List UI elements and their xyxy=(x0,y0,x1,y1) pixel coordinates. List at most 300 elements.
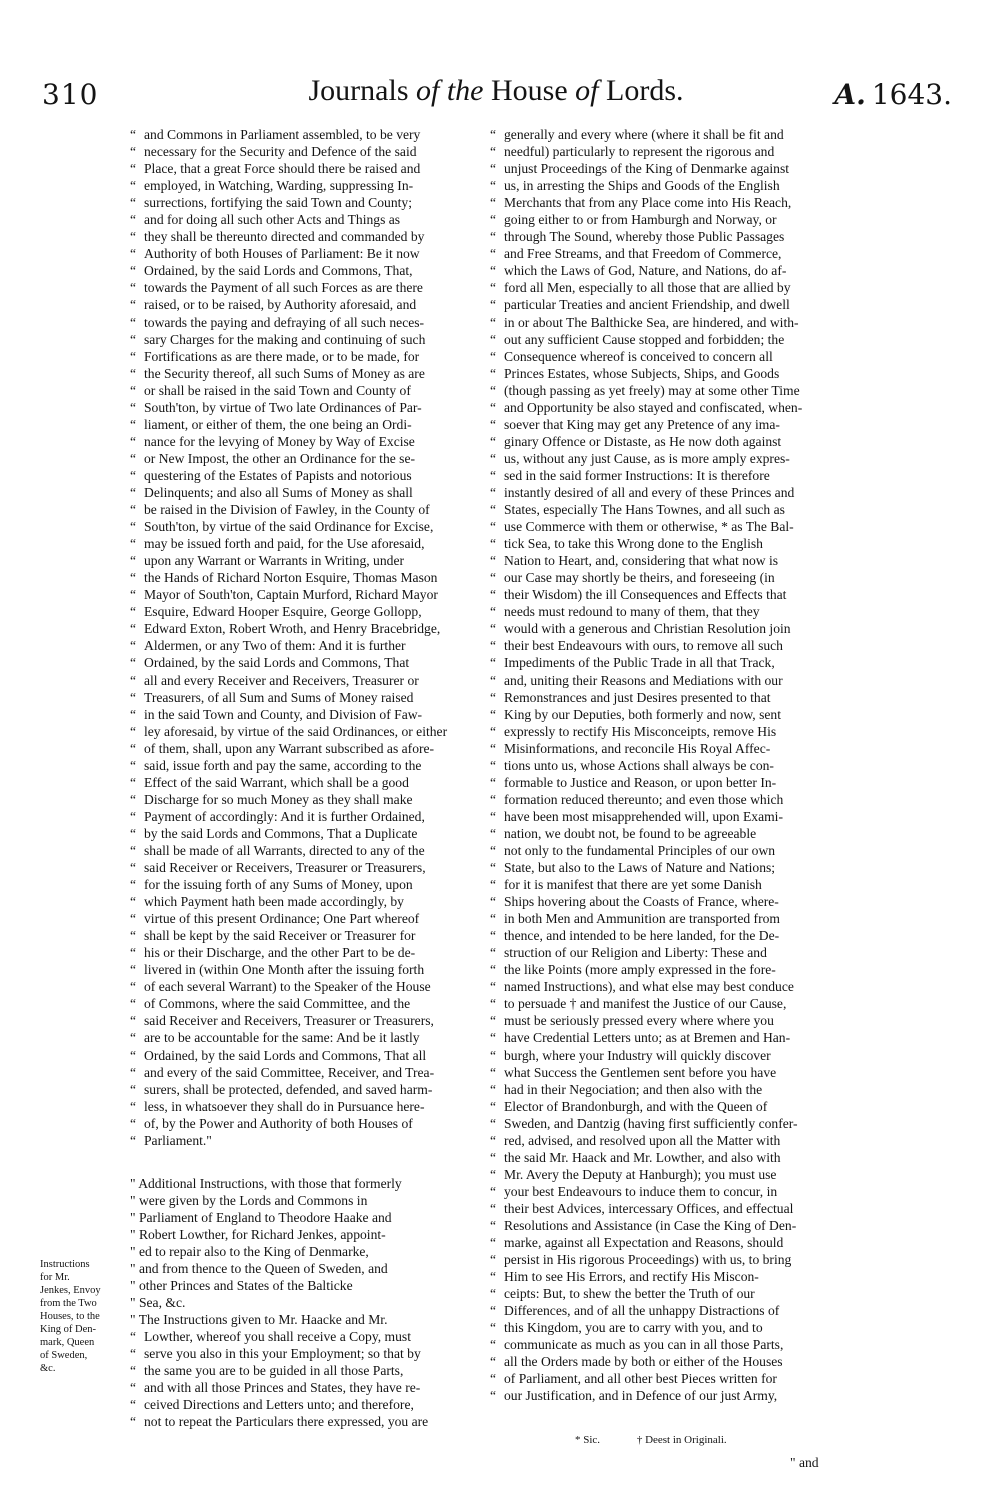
quote-marker: “ xyxy=(490,1235,497,1251)
margin-note-line: Jenkes, Envoy xyxy=(40,1285,101,1296)
quote-marker: “ xyxy=(130,280,137,296)
quote-marker: “ xyxy=(130,144,137,160)
text-line xyxy=(490,1166,856,1183)
text-line xyxy=(130,927,475,944)
year-marker: A. 1643. xyxy=(834,78,952,111)
text-line xyxy=(130,450,475,467)
text-line-content: Edward Exton, Robert Wroth, and Henry Bracebridge, xyxy=(144,621,441,637)
text-line-content: shall be made of all Warrants, directed to any of the xyxy=(144,842,425,858)
quote-marker: “ xyxy=(130,1132,137,1148)
text-line-content: States, especially The Hans Townes, and all such as xyxy=(504,502,785,518)
text-line xyxy=(130,893,475,910)
text-line xyxy=(490,314,856,331)
text-line-content: " Parliament of England to Theodore Haake and xyxy=(130,1209,392,1225)
text-line xyxy=(490,1047,856,1064)
text-line xyxy=(490,296,856,313)
text-line-content: employed, in Watching, Warding, suppressing In- xyxy=(144,178,414,194)
text-line xyxy=(130,1175,475,1192)
text-line xyxy=(490,876,856,893)
quote-marker: “ xyxy=(490,1081,497,1097)
text-line-content: Esquire, Edward Hooper Esquire, George Gollopp, xyxy=(144,604,422,620)
quote-marker: “ xyxy=(490,1013,497,1029)
quote-marker: “ xyxy=(490,1064,497,1080)
text-line-content: needs must redound to many of them, that they xyxy=(504,604,760,620)
text-line-content: South'ton, by virtue of Two late Ordinances of Par- xyxy=(144,399,422,415)
text-line-content: us, in arresting the Ships and Goods of the English xyxy=(504,178,780,194)
quote-marker: “ xyxy=(490,928,497,944)
text-line xyxy=(490,961,856,978)
text-line xyxy=(490,1149,856,1166)
text-line-content: had in their Negociation; and then also with the xyxy=(504,1081,763,1097)
text-line xyxy=(130,603,475,620)
text-line xyxy=(490,706,856,723)
text-line-content: Treasurers, of all Sum and Sums of Money raised xyxy=(144,689,414,705)
quote-marker: “ xyxy=(130,928,137,944)
text-line xyxy=(130,961,475,978)
text-line xyxy=(130,296,475,313)
text-line-content: necessary for the Security and Defence of the said xyxy=(144,144,417,160)
quote-marker: “ xyxy=(490,1166,497,1182)
instructions-continued xyxy=(490,126,856,1405)
text-line xyxy=(490,740,856,757)
text-line xyxy=(130,1192,475,1209)
quote-marker: “ xyxy=(130,536,137,552)
text-line xyxy=(130,1311,475,1328)
text-line-content: red, advised, and resolved upon all the Matter with xyxy=(504,1132,781,1148)
text-line-content: " were given by the Lords and Commons in xyxy=(130,1192,368,1208)
quote-marker: “ xyxy=(490,161,497,177)
text-line xyxy=(490,637,856,654)
margin-note-line: from the Two xyxy=(40,1298,97,1309)
text-line-content: Remonstrances and just Desires presented to that xyxy=(504,689,771,705)
text-line-content: King by our Deputies, both formerly and now, sent xyxy=(504,706,781,722)
text-line xyxy=(490,757,856,774)
text-line xyxy=(490,1132,856,1149)
text-line-content: thence, and intended to be here landed, for the De- xyxy=(504,928,780,944)
text-line-content: instantly desired of all and every of these Princes and xyxy=(504,484,795,500)
text-line-content: Consequence whereof is conceived to concern all xyxy=(504,348,773,364)
quote-marker: “ xyxy=(490,570,497,586)
quote-marker: “ xyxy=(490,365,497,381)
text-line-content: needful) particularly to represent the rigorous and xyxy=(504,144,775,160)
text-line-content: Nation to Heart, and, considering that what now is xyxy=(504,553,779,569)
text-line xyxy=(130,1379,475,1396)
text-line xyxy=(490,1285,856,1302)
text-line-content: unjust Proceedings of the King of Denmarke against xyxy=(504,161,790,177)
margin-note-line: Houses, to the xyxy=(40,1311,100,1322)
quote-marker: “ xyxy=(490,484,497,500)
quote-marker: “ xyxy=(130,502,137,518)
text-line xyxy=(130,1413,475,1430)
quote-marker: “ xyxy=(490,655,497,671)
text-line-content: livered in (within One Month after the issuing forth xyxy=(144,962,425,978)
quote-marker: “ xyxy=(490,348,497,364)
quote-marker: “ xyxy=(490,382,497,398)
text-line xyxy=(130,995,475,1012)
text-line xyxy=(130,501,475,518)
quote-marker: “ xyxy=(490,689,497,705)
text-line-content: said, issue forth and pay the same, according to the xyxy=(144,757,422,773)
text-line-content: ginary Offence or Distaste, as He now doth against xyxy=(504,433,782,449)
text-line xyxy=(130,552,475,569)
text-line-content: use Commerce with them or otherwise, * as The Bal- xyxy=(504,519,794,535)
quote-marker: “ xyxy=(490,1030,497,1046)
text-line xyxy=(130,382,475,399)
footnotes xyxy=(575,1434,761,1446)
text-line xyxy=(130,1277,475,1294)
text-line-content: and Commons in Parliament assembled, to be very xyxy=(144,127,421,142)
quote-marker: “ xyxy=(130,672,137,688)
quote-marker: “ xyxy=(130,1081,137,1097)
quote-marker: “ xyxy=(130,877,137,893)
text-line-content: questering of the Estates of Papists and notorious xyxy=(144,467,412,483)
text-line-content: formable to Justice and Reason, or upon better In- xyxy=(504,774,777,790)
quote-marker: “ xyxy=(130,638,137,654)
text-line-content: tick Sea, to take this Wrong done to the English xyxy=(504,536,763,552)
quote-marker: “ xyxy=(130,1346,137,1362)
text-line-content: of them, shall, upon any Warrant subscribed as afore- xyxy=(144,740,435,756)
text-line xyxy=(130,1132,475,1149)
text-line-content: " Additional Instructions, with those that formerly xyxy=(130,1175,402,1191)
text-line xyxy=(490,1319,856,1336)
text-line-content: persist in His rigorous Proceedings) with us, to bring xyxy=(504,1252,792,1268)
ordinance-text xyxy=(130,126,475,1149)
quote-marker: “ xyxy=(490,740,497,756)
text-line-content: and for doing all such other Acts and Things as xyxy=(144,212,401,228)
text-line xyxy=(130,1243,475,1260)
text-line xyxy=(130,314,475,331)
text-line-content: would with a generous and Christian Resolution join xyxy=(504,621,791,637)
text-line-content: ford all Men, especially to all those that are allied by xyxy=(504,280,791,296)
quote-marker: “ xyxy=(490,757,497,773)
text-line xyxy=(490,1302,856,1319)
quote-marker: “ xyxy=(130,570,137,586)
text-line-content: for the issuing forth of any Sums of Money, upon xyxy=(144,877,413,893)
text-line xyxy=(490,279,856,296)
quote-marker: “ xyxy=(130,587,137,603)
quote-marker: “ xyxy=(130,894,137,910)
text-line-content: marke, against all Expectation and Reasons, should xyxy=(504,1235,784,1251)
text-line xyxy=(130,228,475,245)
text-line-content: " Robert Lowther, for Richard Jenkes, appoint- xyxy=(130,1226,386,1242)
text-line-content: and, uniting their Reasons and Mediations with our xyxy=(504,672,783,688)
quote-marker: “ xyxy=(490,212,497,228)
text-line-content: all and every Receiver and Receivers, Treasurer or xyxy=(144,672,419,688)
text-line xyxy=(130,143,475,160)
text-line-content: our Justification, and in Defence of our just Army, xyxy=(504,1388,778,1404)
left-column xyxy=(130,126,475,1431)
text-line-content: Princes Estates, whose Subjects, Ships, and Goods xyxy=(504,365,780,381)
text-line xyxy=(130,484,475,501)
text-line-content: South'ton, by virtue of the said Ordinance for Excise, xyxy=(144,519,434,535)
quote-marker: “ xyxy=(490,723,497,739)
text-line xyxy=(490,825,856,842)
text-line-content: sed in the said former Instructions: It is therefore xyxy=(504,467,770,483)
text-line xyxy=(130,672,475,689)
text-line xyxy=(490,569,856,586)
text-line-content: said Receiver and Receivers, Treasurer or Treasurers, xyxy=(144,1013,434,1029)
text-line-content: formation reduced thereunto; and even those which xyxy=(504,791,784,807)
quote-marker: “ xyxy=(490,842,497,858)
quote-marker: “ xyxy=(130,996,137,1012)
text-line xyxy=(490,1064,856,1081)
text-line-content: the like Points (more amply expressed in the fore- xyxy=(504,962,776,978)
text-line-content: not only to the fundamental Principles of our own xyxy=(504,842,776,858)
text-line-content: Fortifications as are there made, or to be made, for xyxy=(144,348,420,364)
text-line-content: they shall be thereunto directed and commanded by xyxy=(144,229,425,245)
quote-marker: “ xyxy=(130,331,137,347)
text-line-content: all the Orders made by both or either of the Houses xyxy=(504,1354,783,1370)
quote-marker: “ xyxy=(490,672,497,688)
text-line-content: of Parliament, and all other best Pieces written for xyxy=(504,1371,777,1387)
text-line-content: of each several Warrant) to the Speaker of the House xyxy=(144,979,431,995)
quote-marker: “ xyxy=(490,280,497,296)
quote-marker: “ xyxy=(490,502,497,518)
text-line xyxy=(130,535,475,552)
text-line xyxy=(490,1268,856,1285)
footnote-sic: * Sic. xyxy=(575,1434,601,1446)
text-line-content: struction of our Religion and Liberty: These and xyxy=(504,945,767,961)
quote-marker: “ xyxy=(130,860,137,876)
quote-marker: “ xyxy=(130,1329,137,1345)
text-line xyxy=(130,706,475,723)
text-line xyxy=(130,842,475,859)
quote-marker: “ xyxy=(490,229,497,245)
text-line xyxy=(130,757,475,774)
text-line-content: what Success the Gentlemen sent before you have xyxy=(504,1064,777,1080)
quote-marker: “ xyxy=(490,894,497,910)
text-line xyxy=(130,1012,475,1029)
text-line-content: and every of the said Committee, Receiver, and Trea- xyxy=(144,1064,435,1080)
quote-marker: “ xyxy=(490,1371,497,1387)
quote-marker: “ xyxy=(490,1269,497,1285)
quote-marker: “ xyxy=(130,655,137,671)
text-line-content: Lowther, whereof you shall receive a Copy, must xyxy=(144,1329,411,1345)
quote-marker: “ xyxy=(490,553,497,569)
text-line xyxy=(490,1115,856,1132)
text-line xyxy=(490,211,856,228)
quote-marker: “ xyxy=(130,348,137,364)
text-line xyxy=(490,586,856,603)
text-line-content: towards the Payment of all such Forces as are there xyxy=(144,280,423,296)
text-line xyxy=(130,331,475,348)
text-line xyxy=(490,1183,856,1200)
text-line-content: upon any Warrant or Warrants in Writing, under xyxy=(144,553,405,569)
text-line xyxy=(130,1081,475,1098)
quote-marker: “ xyxy=(130,314,137,330)
text-line xyxy=(130,689,475,706)
text-line xyxy=(490,859,856,876)
text-line xyxy=(130,245,475,262)
text-line-content: Aldermen, or any Two of them: And it is further xyxy=(144,638,406,654)
text-line-content: " other Princes and States of the Balticke xyxy=(130,1278,353,1294)
text-line-content: " and from thence to the Queen of Sweden, and xyxy=(130,1261,388,1277)
text-line xyxy=(130,211,475,228)
text-line-content: may be issued forth and paid, for the Use aforesaid, xyxy=(144,536,425,552)
quote-marker: “ xyxy=(130,1397,137,1413)
text-line-content: ceived Directions and Letters unto; and therefore, xyxy=(144,1397,414,1413)
text-line xyxy=(490,160,856,177)
text-line xyxy=(130,399,475,416)
text-line xyxy=(490,620,856,637)
quote-marker: “ xyxy=(130,399,137,415)
text-line xyxy=(130,1115,475,1132)
text-line xyxy=(490,399,856,416)
text-line xyxy=(130,825,475,842)
quote-marker: “ xyxy=(130,484,137,500)
instructions-heading xyxy=(130,1175,475,1311)
quote-marker: “ xyxy=(490,808,497,824)
text-line xyxy=(490,228,856,245)
text-line xyxy=(490,689,856,706)
quote-marker: “ xyxy=(490,1286,497,1302)
quote-marker: “ xyxy=(490,263,497,279)
text-line xyxy=(490,467,856,484)
quote-marker: “ xyxy=(490,774,497,790)
text-line xyxy=(130,518,475,535)
text-line xyxy=(130,740,475,757)
text-line xyxy=(130,620,475,637)
text-line xyxy=(490,1251,856,1268)
text-line xyxy=(490,348,856,365)
text-line-content: communicate as much as you can in all those Parts, xyxy=(504,1337,784,1353)
quote-marker: “ xyxy=(490,860,497,876)
quote-marker: “ xyxy=(130,450,137,466)
text-line xyxy=(490,262,856,279)
text-line xyxy=(130,160,475,177)
quote-marker: “ xyxy=(130,1098,137,1114)
text-line-content: Misinformations, and reconcile His Royal Affec- xyxy=(504,740,771,756)
text-line xyxy=(490,245,856,262)
text-line-content: Ships hovering about the Coasts of France, where- xyxy=(504,894,779,910)
text-line xyxy=(490,1353,856,1370)
section-gap xyxy=(130,1149,475,1175)
text-line-content: in or about The Balthicke Sea, are hindered, and with- xyxy=(504,314,799,330)
quote-marker: “ xyxy=(130,467,137,483)
text-line xyxy=(490,1370,856,1387)
quote-marker: “ xyxy=(130,382,137,398)
quote-marker: “ xyxy=(130,263,137,279)
page-number: 310 xyxy=(42,78,99,111)
text-line-content: us, without any just Cause, as is more amply expres- xyxy=(504,450,790,466)
quote-marker: “ xyxy=(130,195,137,211)
text-line-content: our Case may shortly be theirs, and foreseeing (in xyxy=(504,570,775,586)
quote-marker: “ xyxy=(130,127,137,142)
text-line-content: State, but also to the Laws of Nature and Nations; xyxy=(504,860,776,876)
quote-marker: “ xyxy=(130,1380,137,1396)
text-line xyxy=(130,1209,475,1226)
text-line-content: and Opportunity be also stayed and confiscated, when- xyxy=(504,399,803,415)
text-line-content: Differences, and of all the unhappy Distractions of xyxy=(504,1303,780,1319)
text-line-content: the Security thereof, all such Sums of Money as are xyxy=(144,365,425,381)
quote-marker: “ xyxy=(130,706,137,722)
text-line xyxy=(490,791,856,808)
text-line-content: surers, shall be protected, defended, and saved harm- xyxy=(144,1081,433,1097)
text-line xyxy=(490,518,856,535)
instructions-text xyxy=(130,1311,475,1430)
text-line xyxy=(490,1200,856,1217)
text-line xyxy=(490,194,856,211)
quote-marker: “ xyxy=(490,1115,497,1131)
text-line-content: particular Treaties and ancient Friendship, and dwell xyxy=(504,297,790,313)
quote-marker: “ xyxy=(490,621,497,637)
text-line-content: Discharge for so much Money as they shall make xyxy=(144,791,413,807)
text-line-content: their best Advices, intercessary Offices, and effectual xyxy=(504,1200,794,1216)
quote-marker: “ xyxy=(490,399,497,415)
text-line xyxy=(130,1396,475,1413)
text-line-content: in the said Town and County, and Division of Faw- xyxy=(144,706,423,722)
text-line-content: be raised in the Division of Fawley, in the County of xyxy=(144,502,430,518)
quote-marker: “ xyxy=(130,621,137,637)
quote-marker: “ xyxy=(130,1030,137,1046)
running-title: Journals of the House of Lords. xyxy=(308,74,684,107)
margin-note-line: for Mr. xyxy=(40,1272,70,1283)
text-line xyxy=(490,416,856,433)
text-line-content: named Instructions), and what else may best conduce xyxy=(504,979,794,995)
text-line xyxy=(490,672,856,689)
text-line xyxy=(490,177,856,194)
text-line xyxy=(490,944,856,961)
quote-marker: “ xyxy=(130,757,137,773)
text-line-content: through The Sound, whereby those Public Passages xyxy=(504,229,785,245)
text-line-content: sary Charges for the making and continuing of such xyxy=(144,331,426,347)
text-line xyxy=(490,1029,856,1046)
text-line-content: of, by the Power and Authority of both Houses of xyxy=(144,1115,413,1131)
text-line-content: soever that King may get any Pretence of any ima- xyxy=(504,416,780,432)
text-line xyxy=(130,1098,475,1115)
text-line xyxy=(130,194,475,211)
quote-marker: “ xyxy=(490,1218,497,1233)
text-line xyxy=(130,126,475,143)
text-line xyxy=(130,910,475,927)
quote-marker: “ xyxy=(490,1303,497,1319)
quote-marker: “ xyxy=(130,825,137,841)
text-line-content: or shall be raised in the said Town and County of xyxy=(144,382,411,398)
text-line xyxy=(130,1362,475,1379)
catchword: " and xyxy=(790,1455,819,1470)
text-line xyxy=(130,348,475,365)
quote-marker: “ xyxy=(130,945,137,961)
text-line-content: Elector of Brandonburgh, and with the Queen of xyxy=(504,1098,768,1114)
text-line-content: in both Men and Ammunition are transported from xyxy=(504,911,780,927)
quote-marker: “ xyxy=(490,1047,497,1063)
text-line xyxy=(490,382,856,399)
text-line xyxy=(490,893,856,910)
text-line-content: burgh, where your Industry will quickly discover xyxy=(504,1047,771,1063)
text-line xyxy=(130,791,475,808)
text-line xyxy=(490,365,856,382)
text-line xyxy=(130,1328,475,1345)
text-line xyxy=(490,723,856,740)
quote-marker: “ xyxy=(490,331,497,347)
footnote-deest: † Deest in Originali. xyxy=(636,1434,727,1446)
text-line xyxy=(130,859,475,876)
text-line xyxy=(490,331,856,348)
text-line xyxy=(490,1217,856,1234)
text-line-content: less, in whatsoever they shall do in Pursuance here- xyxy=(144,1098,425,1114)
quote-marker: “ xyxy=(490,604,497,620)
text-line xyxy=(130,365,475,382)
quote-marker: “ xyxy=(490,996,497,1012)
text-line-content: the Hands of Richard Norton Esquire, Thomas Mason xyxy=(144,570,438,586)
quote-marker: “ xyxy=(490,911,497,927)
quote-marker: “ xyxy=(490,979,497,995)
text-line-content: Ordained, by the said Lords and Commons, That all xyxy=(144,1047,427,1063)
text-line-content: Mayor of South'ton, Captain Murford, Richard Mayor xyxy=(144,587,438,603)
quote-marker: “ xyxy=(490,587,497,603)
text-line-content: (though passing as yet freely) may at some other Time xyxy=(504,382,800,398)
text-line-content: the said Mr. Haack and Mr. Lowther, and also with xyxy=(504,1149,781,1165)
